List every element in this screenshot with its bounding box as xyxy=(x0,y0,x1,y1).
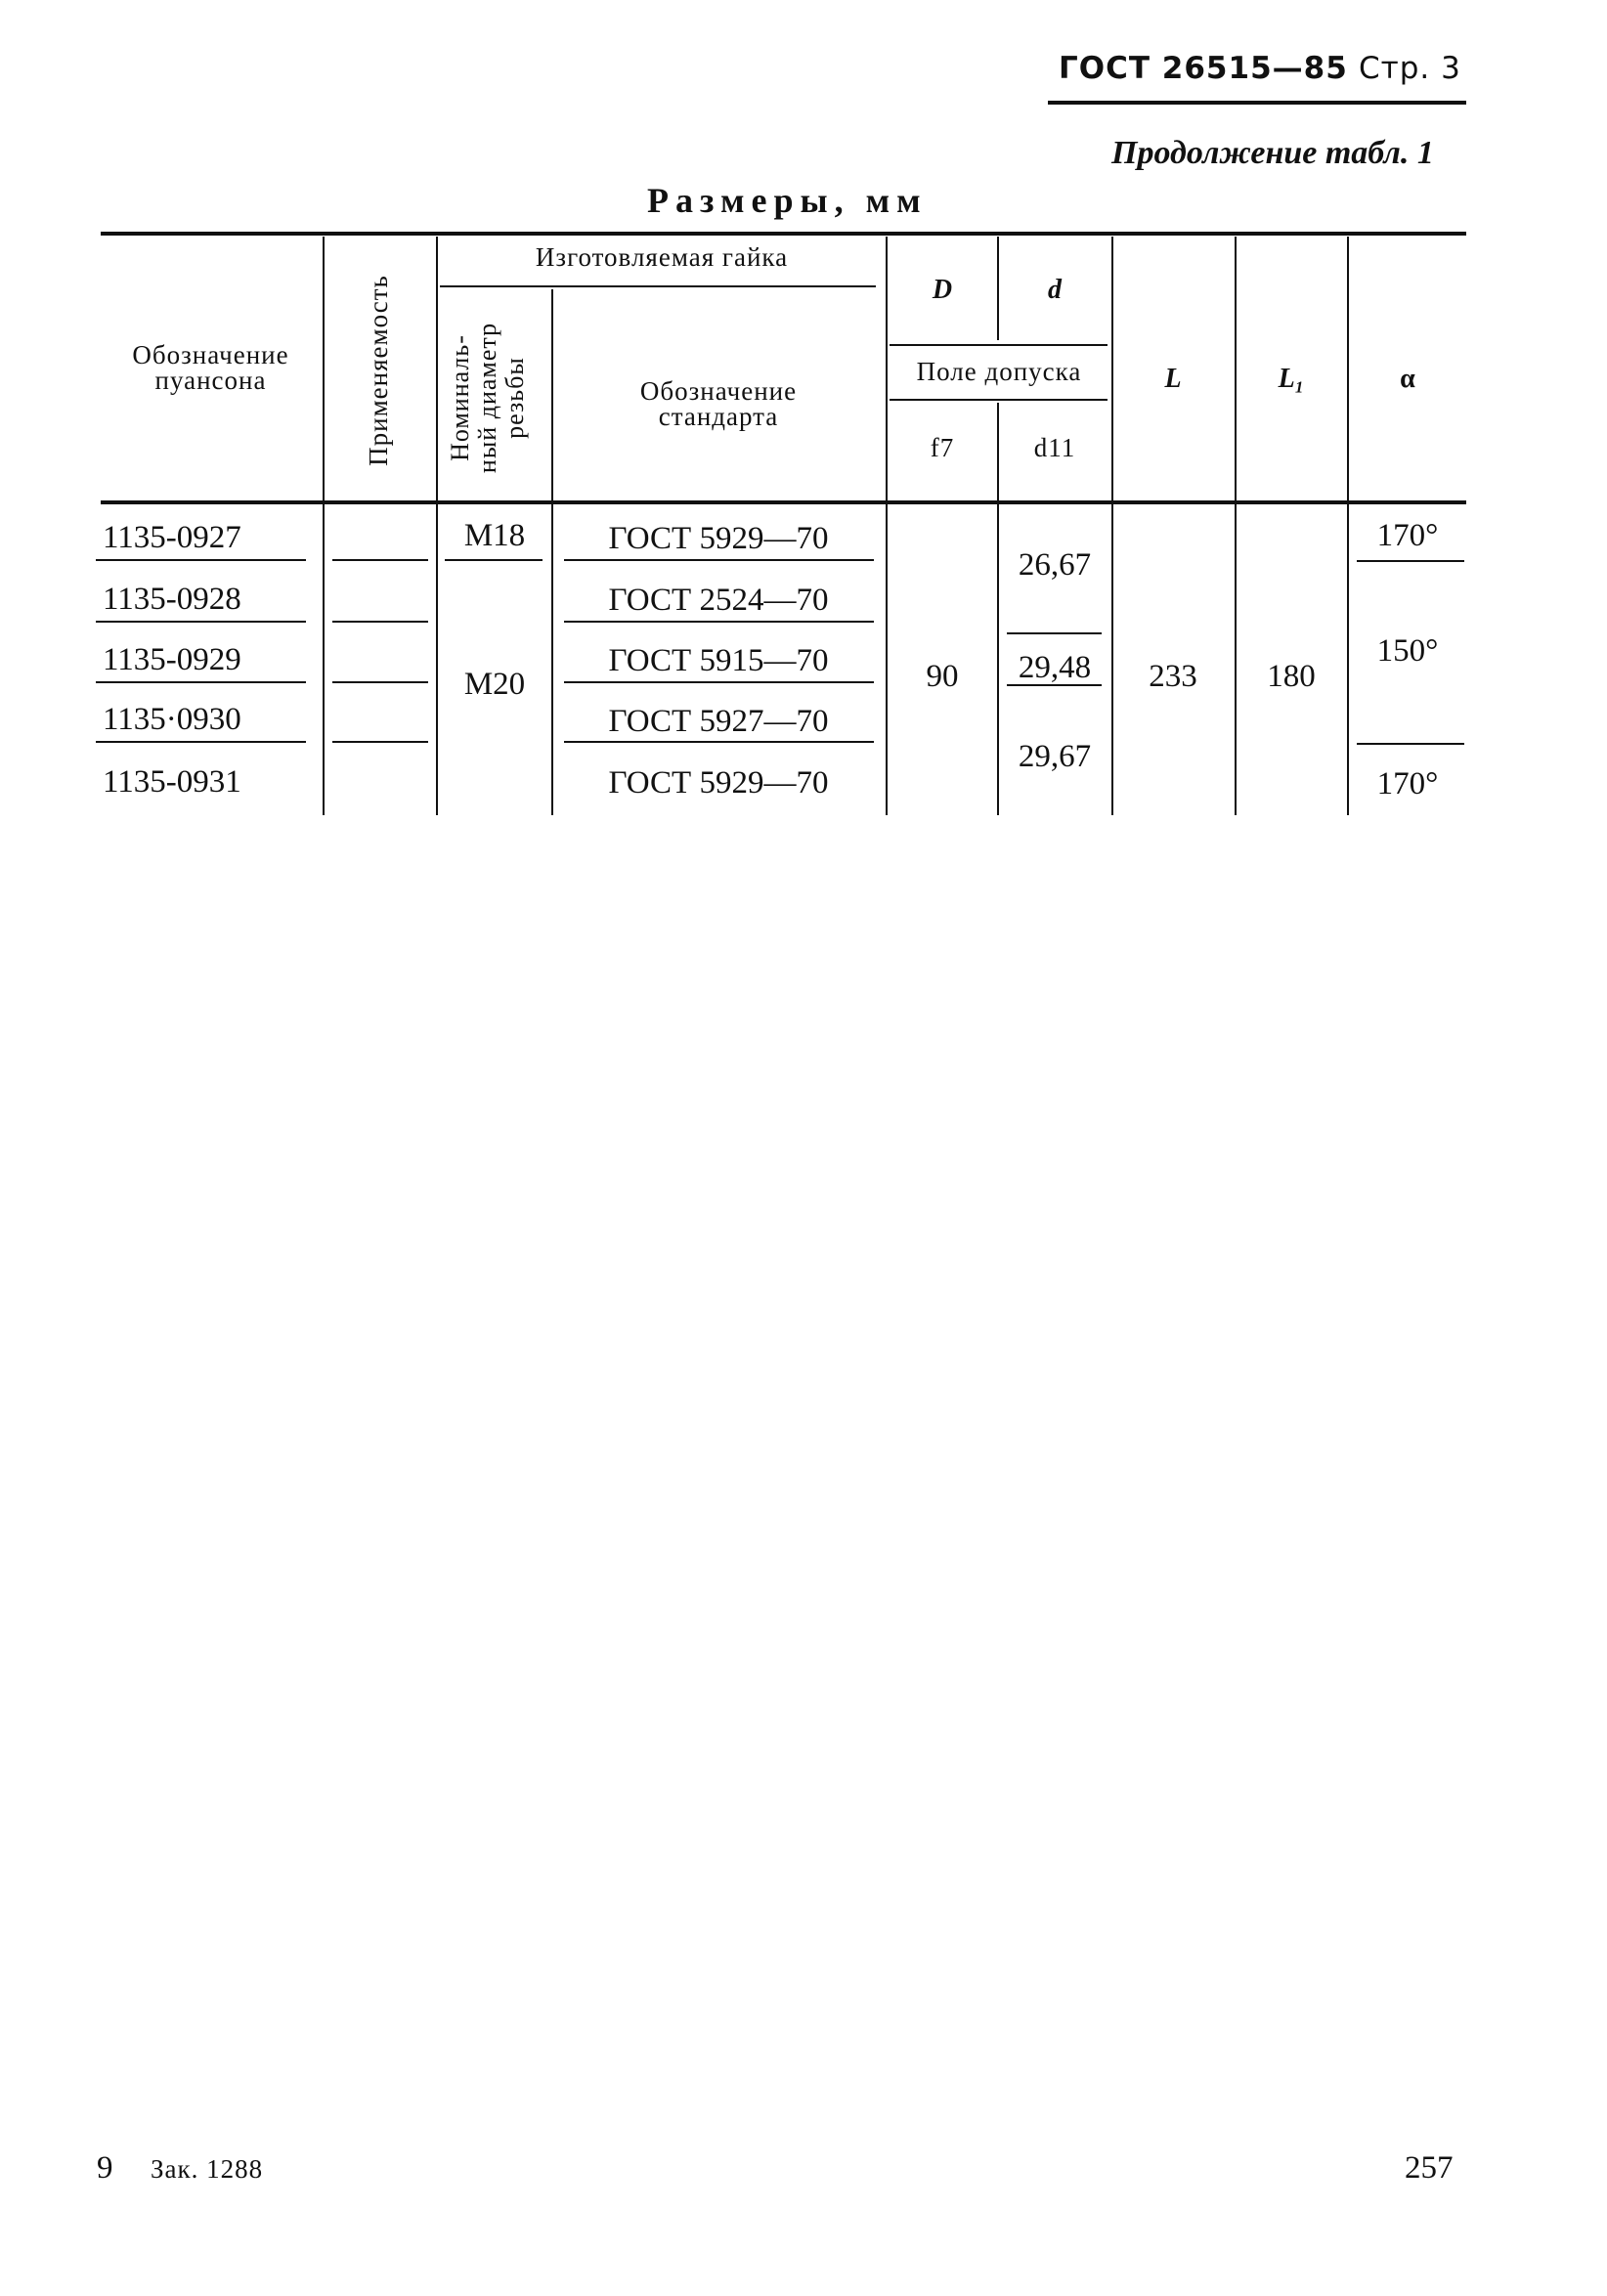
standard-cell: ГОСТ 5915—70 xyxy=(608,643,829,678)
header-D: D xyxy=(932,275,953,305)
continuation-note: Продолжение табл. 1 xyxy=(1111,135,1434,171)
alpha-value: 170° xyxy=(1376,518,1439,553)
standard-cell: ГОСТ 5929—70 xyxy=(608,521,829,556)
header-nominal-diameter: Номиналь- ный диаметр резьбы xyxy=(446,322,529,474)
table-row: 1135-0931 xyxy=(103,764,241,800)
table-row: 1135·0930 xyxy=(103,702,241,737)
nominal-diameter-m18: М18 xyxy=(463,518,526,553)
d-value: 26,67 xyxy=(1018,547,1092,583)
header-f7: f7 xyxy=(930,433,955,462)
header-L1: L₁ xyxy=(1278,364,1305,394)
dimensions-caption: Размеры, мм xyxy=(647,181,928,220)
standard-cell: ГОСТ 2524—70 xyxy=(608,583,829,618)
page-label: Стр. 3 xyxy=(1359,51,1461,86)
header-d11: d11 xyxy=(1033,433,1076,462)
header-punch-designation: Обозначение пуансона xyxy=(132,340,289,395)
standard-code: ГОСТ 26515—85 xyxy=(1059,51,1348,86)
footer-page-number: 257 xyxy=(1405,2150,1454,2186)
d-value: 29,67 xyxy=(1018,739,1092,774)
header-d: d xyxy=(1048,275,1062,305)
footer-order: Зак. 1288 xyxy=(151,2154,264,2184)
alpha-value: 150° xyxy=(1376,633,1439,669)
alpha-value: 170° xyxy=(1376,766,1439,801)
d-value: 29,48 xyxy=(1018,650,1092,685)
footer-sheet: 9 xyxy=(97,2150,113,2186)
D-value: 90 xyxy=(926,659,959,694)
header-nut-group: Изготовляемая гайка xyxy=(535,242,789,272)
table-row: 1135-0927 xyxy=(103,520,241,555)
standard-cell: ГОСТ 5929—70 xyxy=(608,765,829,801)
header-standard-designation: Обозначение стандарта xyxy=(639,376,798,431)
header-applicability: Применяемость xyxy=(364,275,393,466)
L-value: 233 xyxy=(1149,659,1197,694)
table-row: 1135-0929 xyxy=(103,642,241,677)
header-L: L xyxy=(1164,364,1182,394)
nominal-diameter-m20: М20 xyxy=(463,667,526,702)
table-row: 1135-0928 xyxy=(103,582,241,617)
header-rule xyxy=(1048,101,1466,105)
header-tolerance-field: Поле допуска xyxy=(916,357,1082,386)
header-alpha: α xyxy=(1400,364,1415,394)
standard-cell: ГОСТ 5927—70 xyxy=(608,704,829,739)
L1-value: 180 xyxy=(1267,659,1316,694)
